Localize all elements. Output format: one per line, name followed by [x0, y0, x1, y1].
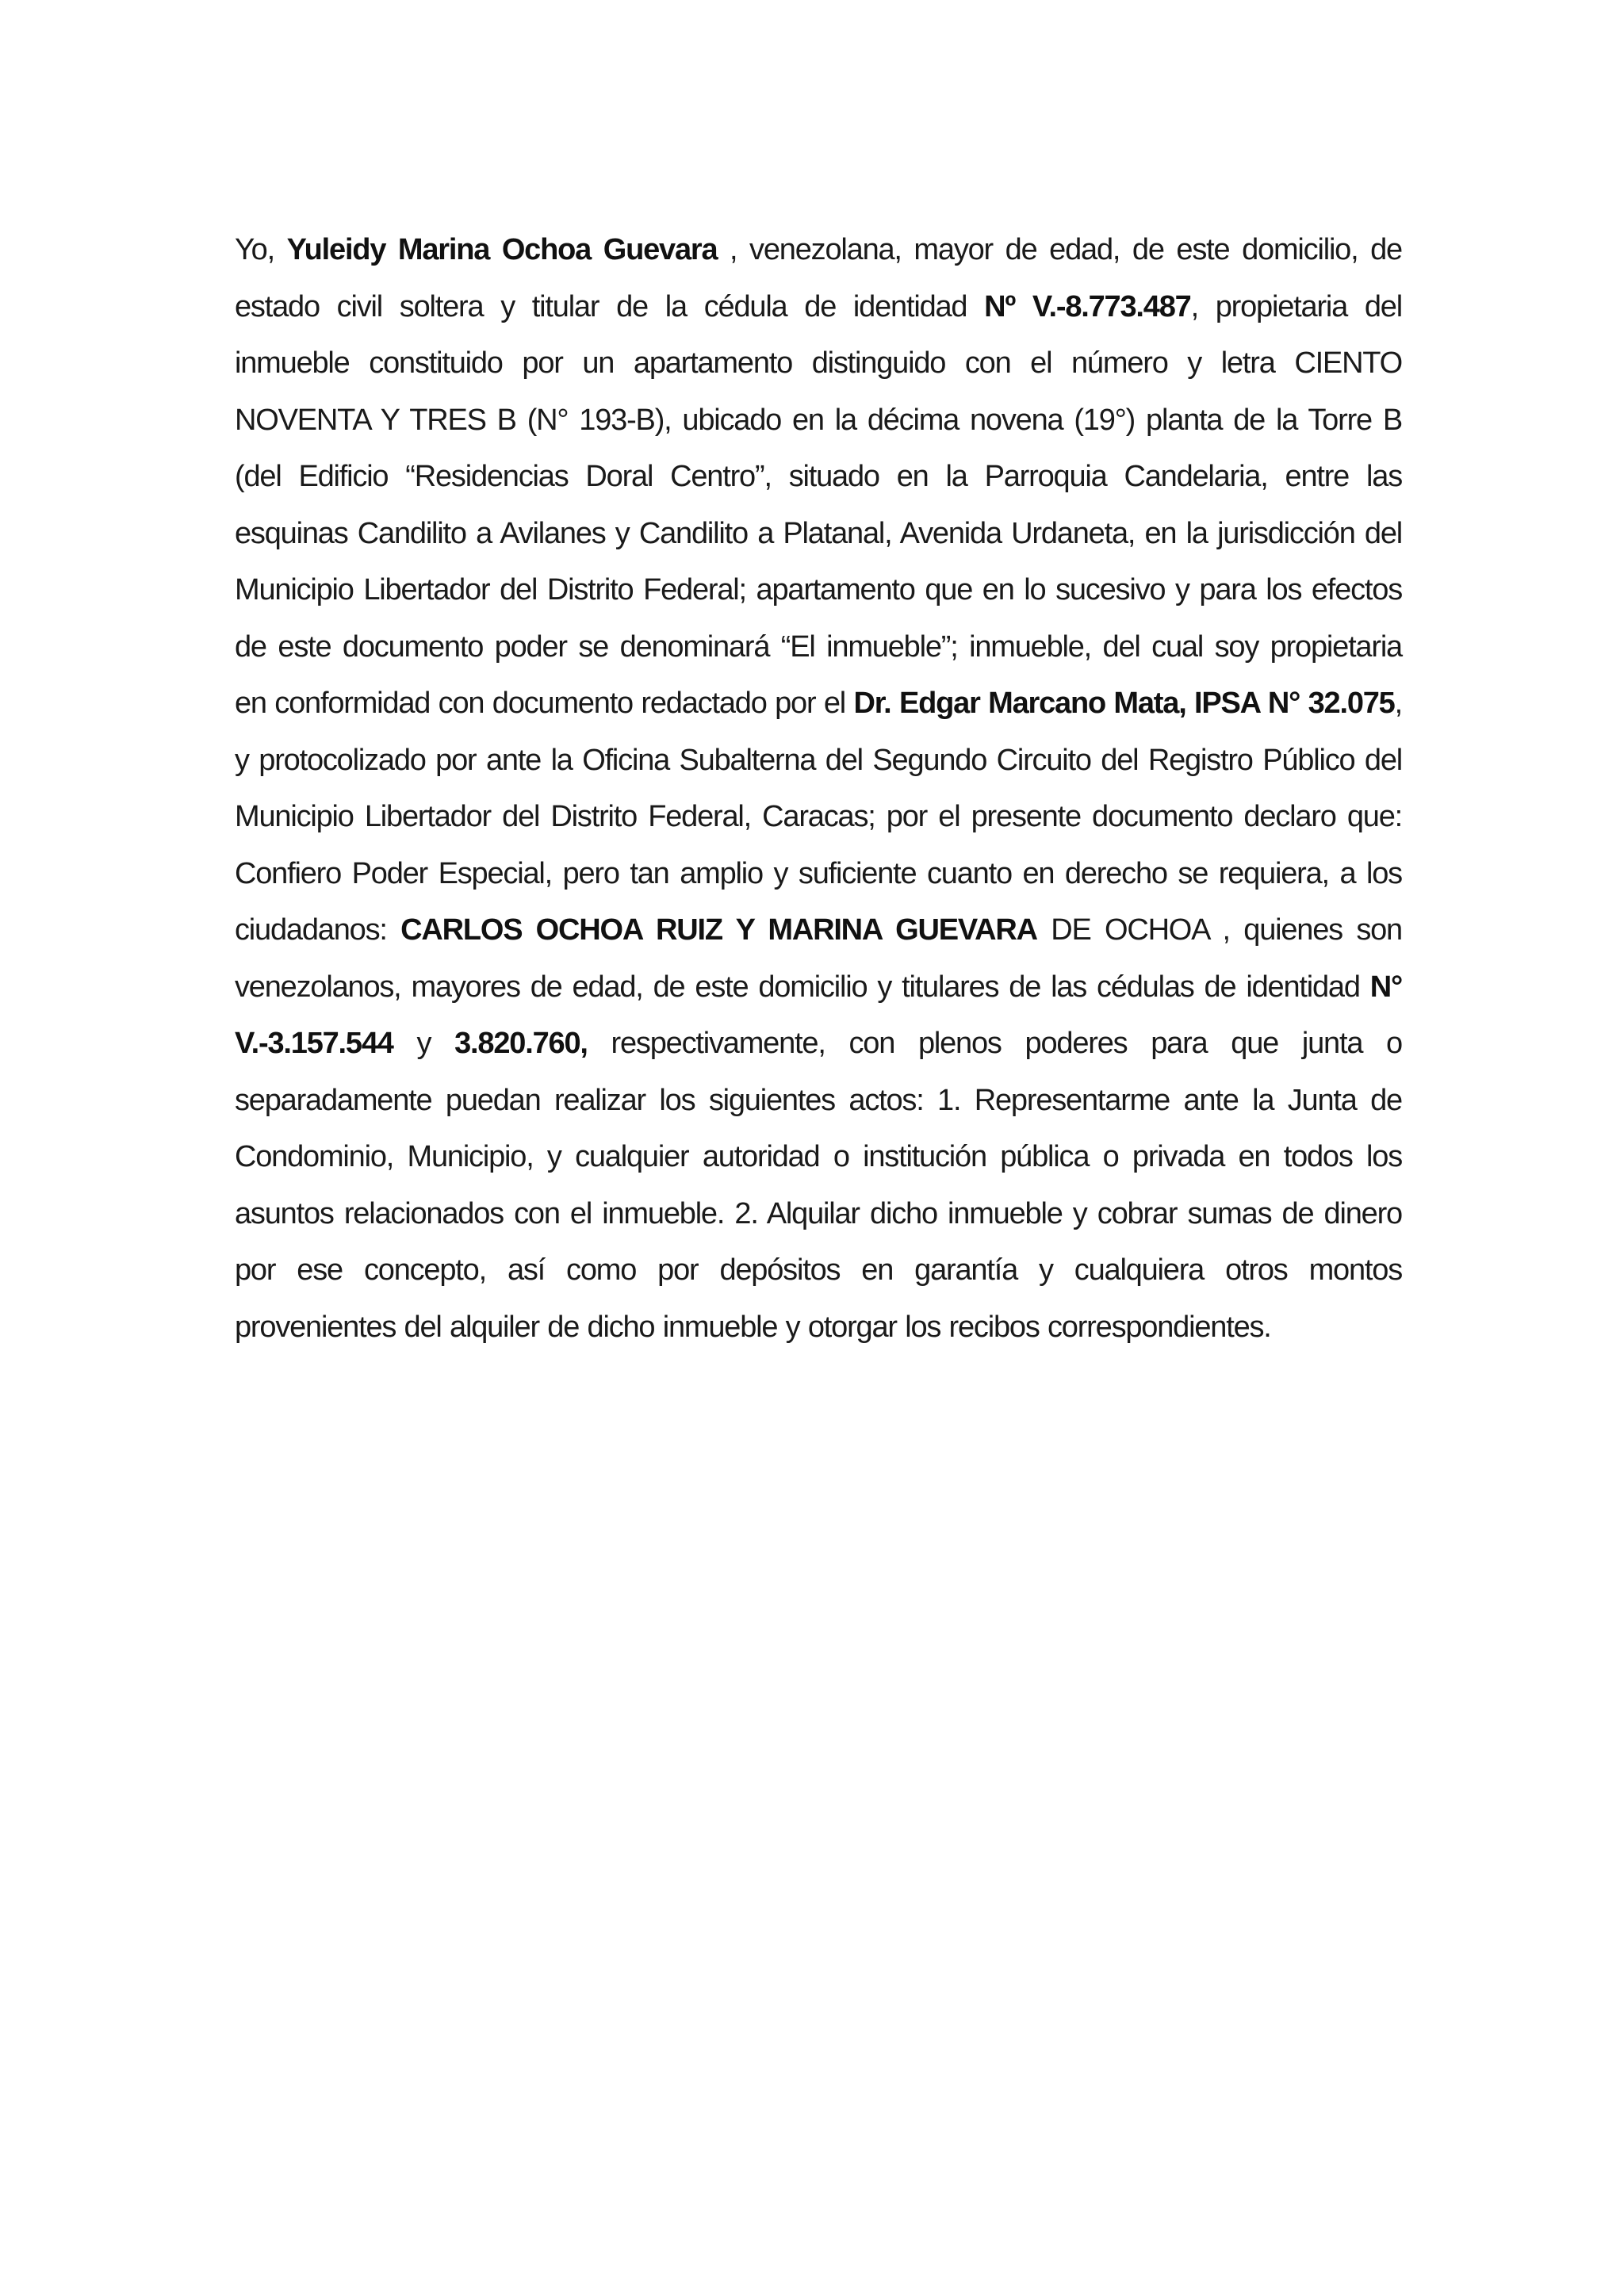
text-run: , propietaria del inmueble constituido por un apartamento distinguido con el número y letra CIENTO NOVENTA Y TRES B (N° 193-B), ubicado en la décima novena (19°) planta de la Torre B (del Edificio “Residencias Doral Centro”, situado en la Parroquia Candelaria, entre las esquinas Candilito a Avilanes y Candilito a Platanal, Avenida Urdaneta, en la jurisdicción del Municipio Libertador del Distrito Federal; apartamento que en lo sucesivo y para los efectos de este documento poder se denominará “El inmueble”; inmueble, del cual soy propietaria en conformidad con documento redactado por el: [235, 289, 1402, 720]
text-run: DE OCHOA , quienes son venezolanos, mayores de edad, de este domicilio y titulares de las cédulas de identidad: [235, 913, 1402, 1004]
grantee-id-number-2: 3.820.760,: [454, 1027, 588, 1060]
grantee-id-number-1: N° V.-3.157.544: [235, 970, 1402, 1060]
text-run: y: [393, 1027, 455, 1060]
grantor-id-number: Nº V.-8.773.487: [984, 289, 1191, 323]
grantee-names: CARLOS OCHOA RUIZ Y MARINA GUEVARA: [400, 913, 1037, 947]
text-run: , venezolana, mayor de edad, de este domicilio, de estado civil soltera y titular de la cédula de identidad: [235, 233, 1402, 323]
grantor-name: Yuleidy Marina Ochoa Guevara: [286, 233, 718, 266]
text-run: , y protocolizado por ante la Oficina Subalterna del Segundo Circuito del Registro Público del Municipio Libertador del Distrito Federal, Caracas; por el presente documento declaro que: Confiero Poder Especial, pero tan amplio y suficiente cuanto en derecho se requiera, a los ciudadanos:: [235, 687, 1402, 947]
text-run: Yo,: [235, 233, 287, 266]
power-of-attorney-paragraph: [235, 222, 1402, 1356]
attorney-name-ipsa: Dr. Edgar Marcano Mata, IPSA N° 32.075: [853, 687, 1395, 720]
text-run: respectivamente, con plenos poderes para que junta o separadamente puedan realizar los siguientes actos: 1. Representarme ante la Junta de Condominio, Municipio, y cualquier autoridad o institución pública o privada en todos los asuntos relacionados con el inmueble. 2. Alquilar dicho inmueble y cobrar sumas de dinero por ese concepto, así como por depósitos en garantía y cualquiera otros montos provenientes del alquiler de dicho inmueble y otorgar los recibos correspondientes.: [235, 1027, 1402, 1344]
